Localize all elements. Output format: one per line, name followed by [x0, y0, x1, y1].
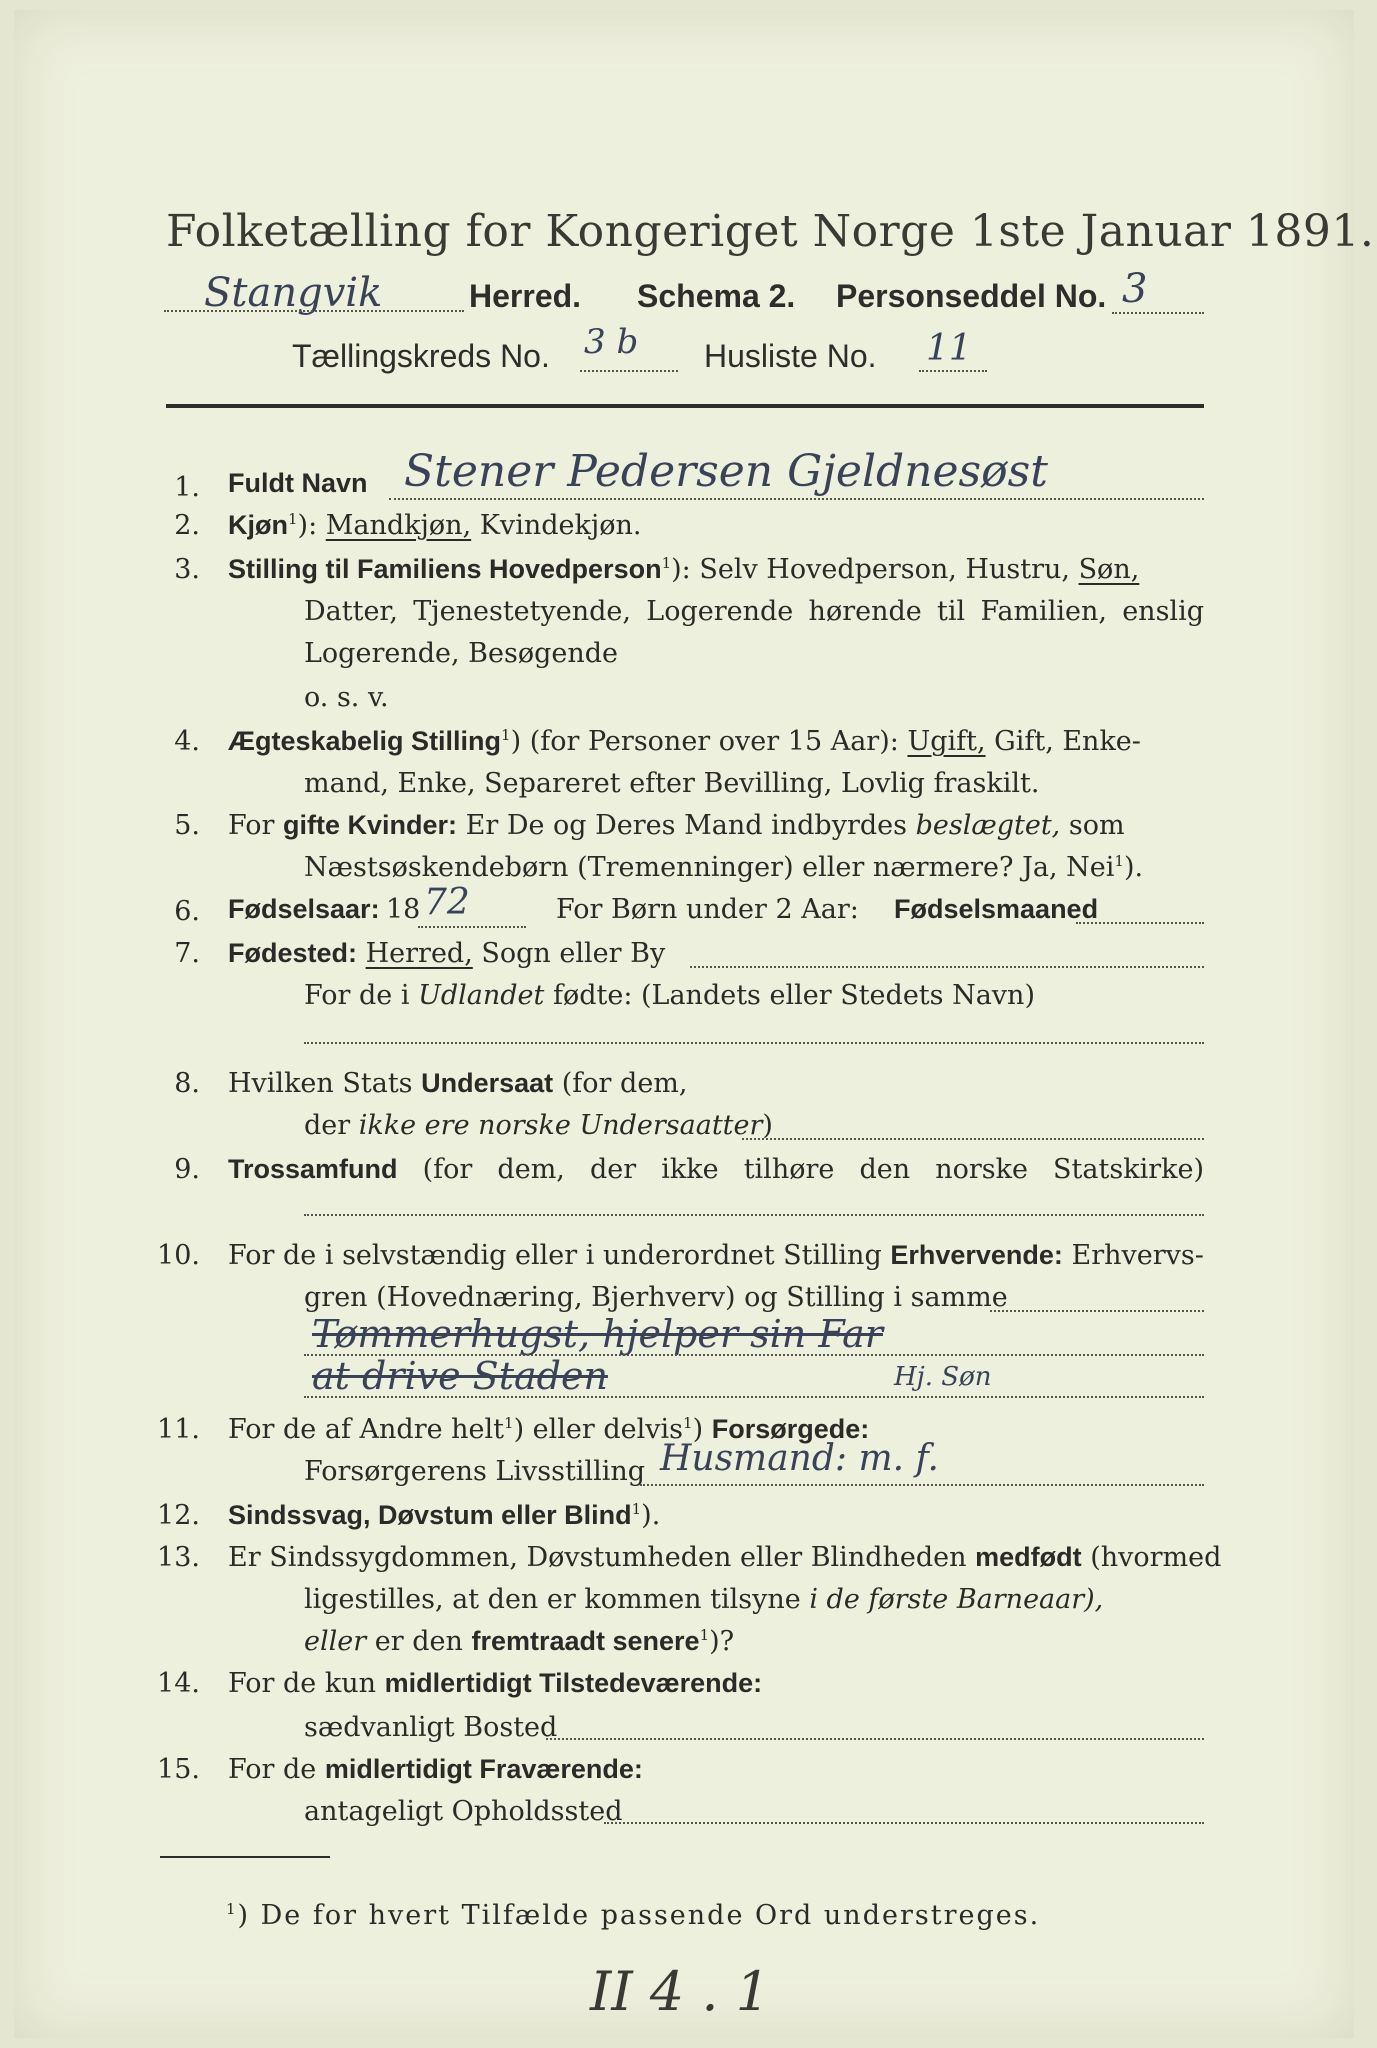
kreds-dotline	[580, 370, 678, 372]
fravaer-label: midlertidigt Fraværende:	[324, 1754, 643, 1784]
fodselsmaaned-dotline	[1076, 922, 1204, 924]
medfodt-line-2	[304, 1584, 1103, 1615]
item-number: 13.	[157, 1542, 200, 1573]
stilling-options-a: ): Selv Hovedperson, Hustru,	[671, 554, 1070, 585]
aegteskab-line-2: mand, Enke, Separeret efter Bevilling, Lovlig fraskilt.	[304, 768, 1040, 799]
fremtraadt-label: fremtraadt senere	[471, 1626, 700, 1656]
aegteskab-option-ugift: Ugift,	[907, 726, 986, 757]
footnote-ref: 1	[501, 726, 511, 744]
item-number: 10.	[157, 1240, 200, 1271]
fodselsmaaned-label: Fødselsmaaned	[894, 894, 1099, 924]
kjon-sep: ):	[297, 510, 318, 541]
erhverv-dotline-1	[990, 1310, 1204, 1312]
fravaer-dotline	[604, 1822, 1204, 1824]
aegteskab-label: Ægteskabelig Stilling	[228, 726, 502, 756]
erhverv-suffix: Erhvervs-	[1071, 1240, 1204, 1271]
undersaat-prefix: Hvilken Stats	[228, 1068, 413, 1099]
item-number: 14.	[157, 1668, 200, 1699]
personseddel-label: Personseddel No.	[836, 278, 1107, 314]
erhverv-prefix: For de i selvstændig eller i underordnet Stilling	[228, 1240, 882, 1271]
husliste-dotline	[919, 370, 987, 372]
fuldt-navn-value: Stener Pedersen Gjeldnesøst	[404, 446, 1048, 497]
item-number: 12.	[157, 1500, 200, 1531]
footnote	[226, 1900, 1040, 1931]
husliste-value: 11	[926, 328, 972, 369]
aegteskab-options-rest: Gift, Enke-	[994, 726, 1141, 757]
gifte-beslaegtet: beslægtet,	[915, 810, 1061, 841]
footnote-ref: 1	[661, 554, 672, 572]
header-rule	[166, 404, 1204, 408]
form-title: Folketælling for Kongeriget Norge 1ste Januar 1891.	[166, 206, 1375, 257]
item-number: 11.	[157, 1414, 200, 1445]
personseddel-dotline	[1112, 312, 1204, 314]
undersaat-suffix: (for dem,	[561, 1068, 688, 1099]
kjon-option-mandkjon: Mandkjøn,	[325, 510, 472, 541]
item-number: 1.	[174, 472, 200, 503]
aegteskab-line-1	[228, 726, 1141, 757]
undersaat-dotline	[742, 1138, 1204, 1140]
medfodt-label: medfødt	[975, 1542, 1082, 1572]
undersaat-der: der	[304, 1110, 351, 1141]
sindssvag-end: ).	[641, 1500, 661, 1531]
schema-label: Schema 2.	[637, 278, 796, 314]
item-number: 15.	[157, 1754, 200, 1785]
bottom-mark: II 4 . 1	[590, 1960, 771, 2023]
forsorgede-line-2: Forsørgerens Livsstilling	[304, 1456, 646, 1487]
trossamfund-text: (for dem, der ikke tilhøre den norske Statskirke)	[422, 1154, 1204, 1185]
erhverv-line-1	[228, 1240, 1204, 1271]
kreds-label: Tællingskreds No.	[292, 338, 550, 374]
sindssvag-line	[228, 1500, 660, 1531]
stilling-option-son: Søn,	[1078, 554, 1140, 585]
fuldt-navn-dotline	[389, 498, 1204, 500]
footnote-ref: 1	[631, 1500, 642, 1518]
medfodt-er-den: er den	[374, 1626, 463, 1657]
forsorgede-label: Forsørgede:	[711, 1414, 870, 1444]
sindssvag-label: Sindssvag, Døvstum eller Blind	[228, 1500, 632, 1530]
fuldt-navn-label: Fuldt Navn	[228, 468, 368, 498]
erhverv-dotline-3	[304, 1396, 1204, 1398]
stilling-line-1	[228, 554, 1139, 585]
forsorgede-prefix: For de af Andre helt	[228, 1414, 505, 1445]
fodested-udland-text: fødte: (Landets eller Stedets Navn)	[552, 980, 1035, 1011]
kreds-value: 3 b	[584, 322, 639, 362]
footnote-ref: 1	[683, 1414, 693, 1432]
fravaer-line-2: antageligt Opholdssted	[304, 1796, 623, 1827]
herred-value: Stangvik	[204, 270, 383, 316]
fodselsaar-value: 72	[424, 882, 470, 923]
fodested-line-1	[228, 938, 665, 969]
item-number: 9.	[174, 1154, 200, 1185]
footnote-ref: 1	[504, 1414, 514, 1432]
medfodt-end: )?	[709, 1626, 735, 1657]
medfodt-eller: eller	[304, 1626, 367, 1657]
gifte-line-2	[304, 852, 1143, 883]
footnote-text: ) De for hvert Tilfælde passende Ord understreges.	[237, 1900, 1041, 1931]
tilstede-label: midlertidigt Tilstedeværende:	[384, 1668, 763, 1698]
medfodt-suffix: (hvormed	[1090, 1542, 1222, 1573]
erhverv-value-3: Hj. Søn	[894, 1362, 992, 1392]
kjon-line	[228, 510, 641, 541]
herred-dotline	[164, 310, 464, 312]
husliste-label: Husliste No.	[704, 338, 877, 374]
forsorger-value: Husmand: m. f.	[660, 1438, 939, 1479]
undersaat-paren: )	[762, 1110, 773, 1141]
herred-label: Herred.	[469, 278, 582, 314]
medfodt-line-3	[304, 1626, 734, 1657]
fodested-for-de-i: For de i	[304, 980, 410, 1011]
item-number: 3.	[174, 554, 200, 585]
item-number: 5.	[174, 810, 200, 841]
medfodt-line-1	[228, 1542, 1221, 1573]
census-form-sheet	[14, 10, 1375, 2038]
erhverv-label: Erhvervende:	[890, 1240, 1063, 1270]
gifte-for: For	[228, 810, 275, 841]
footnote-ref: 1	[1114, 852, 1124, 870]
gifte-line-1	[228, 810, 1125, 841]
fodested-dotline-2	[304, 1042, 1204, 1044]
gifte-label: gifte Kvinder:	[283, 810, 458, 840]
item-number: 2.	[174, 510, 200, 541]
trossamfund-line	[228, 1154, 1204, 1185]
fodested-label: Fødested:	[228, 938, 358, 968]
fodested-options-rest: Sogn eller By	[481, 938, 666, 969]
gifte-question-2: Næstsøskendebørn (Tremenninger) eller nærmere? Ja, Nei	[304, 852, 1115, 883]
fodested-dotline	[690, 966, 1204, 968]
tilstede-dotline	[546, 1738, 1204, 1740]
fodselsaar-dotline	[418, 926, 526, 928]
item-number: 4.	[174, 726, 200, 757]
stilling-line-2: Datter, Tjenestetyende, Logerende hørende til Familien, enslig	[304, 596, 1204, 627]
medfodt-prefix: Er Sindssygdommen, Døvstumheden eller Blindheden	[228, 1542, 967, 1573]
personseddel-value: 3	[1122, 266, 1148, 312]
erhverv-value-1: Tømmerhugst, hjelper sin Far	[312, 1312, 883, 1356]
gifte-som: som	[1068, 810, 1125, 841]
forsorgede-delvis: ) eller delvis	[513, 1414, 684, 1445]
trossamfund-dotline	[304, 1214, 1204, 1216]
fodselsaar-mid: For Børn under 2 Aar:	[556, 894, 859, 925]
forsorger-dotline	[640, 1484, 1204, 1486]
kjon-label: Kjøn	[228, 510, 288, 540]
fodested-line-2	[304, 980, 1035, 1011]
item-number: 7.	[174, 938, 200, 969]
medfodt-ligestilles: ligestilles, at den er kommen tilsyne	[304, 1584, 801, 1615]
tilstede-line-1	[228, 1668, 762, 1699]
gifte-end: ).	[1123, 852, 1144, 883]
stilling-line-4: o. s. v.	[304, 682, 389, 713]
footnote-mark: 1	[226, 1900, 238, 1918]
kjon-option-kvindekjon: Kvindekjøn.	[479, 510, 642, 541]
medfodt-barneaar: i de første Barneaar),	[809, 1584, 1104, 1615]
fodselsaar-label: Fødselsaar:	[228, 894, 380, 924]
trossamfund-label: Trossamfund	[228, 1154, 398, 1184]
undersaat-line-2	[304, 1110, 773, 1141]
footnote-rule	[160, 1856, 330, 1858]
fodselsaar-prefix: 18	[386, 894, 421, 925]
undersaat-ikke: ikke ere norske Undersaatter	[358, 1110, 763, 1141]
fodested-option-herred: Herred,	[365, 938, 473, 969]
aegteskab-text: ) (for Personer over 15 Aar):	[510, 726, 899, 757]
footnote-ref: 1	[288, 510, 298, 528]
fodested-udlandet: Udlandet	[418, 980, 545, 1011]
undersaat-label: Undersaat	[421, 1068, 554, 1098]
item-number: 8.	[174, 1068, 200, 1099]
undersaat-line-1	[228, 1068, 687, 1099]
stilling-label: Stilling til Familiens Hovedperson	[228, 554, 662, 584]
footnote-ref: 1	[699, 1626, 710, 1644]
fravaer-line-1	[228, 1754, 643, 1785]
tilstede-line-2: sædvanligt Bosted	[304, 1712, 558, 1743]
forsorgede-paren: )	[692, 1414, 704, 1445]
gifte-question: Er De og Deres Mand indbyrdes	[465, 810, 907, 841]
fravaer-prefix: For de	[228, 1754, 317, 1785]
tilstede-prefix: For de kun	[228, 1668, 376, 1699]
stilling-line-3: Logerende, Besøgende	[304, 638, 618, 669]
erhverv-line-2: gren (Hovednæring, Bjerhverv) og Stilling i samme	[304, 1282, 1008, 1313]
erhverv-value-2: at drive Staden	[312, 1354, 608, 1398]
item-number: 6.	[174, 896, 200, 927]
